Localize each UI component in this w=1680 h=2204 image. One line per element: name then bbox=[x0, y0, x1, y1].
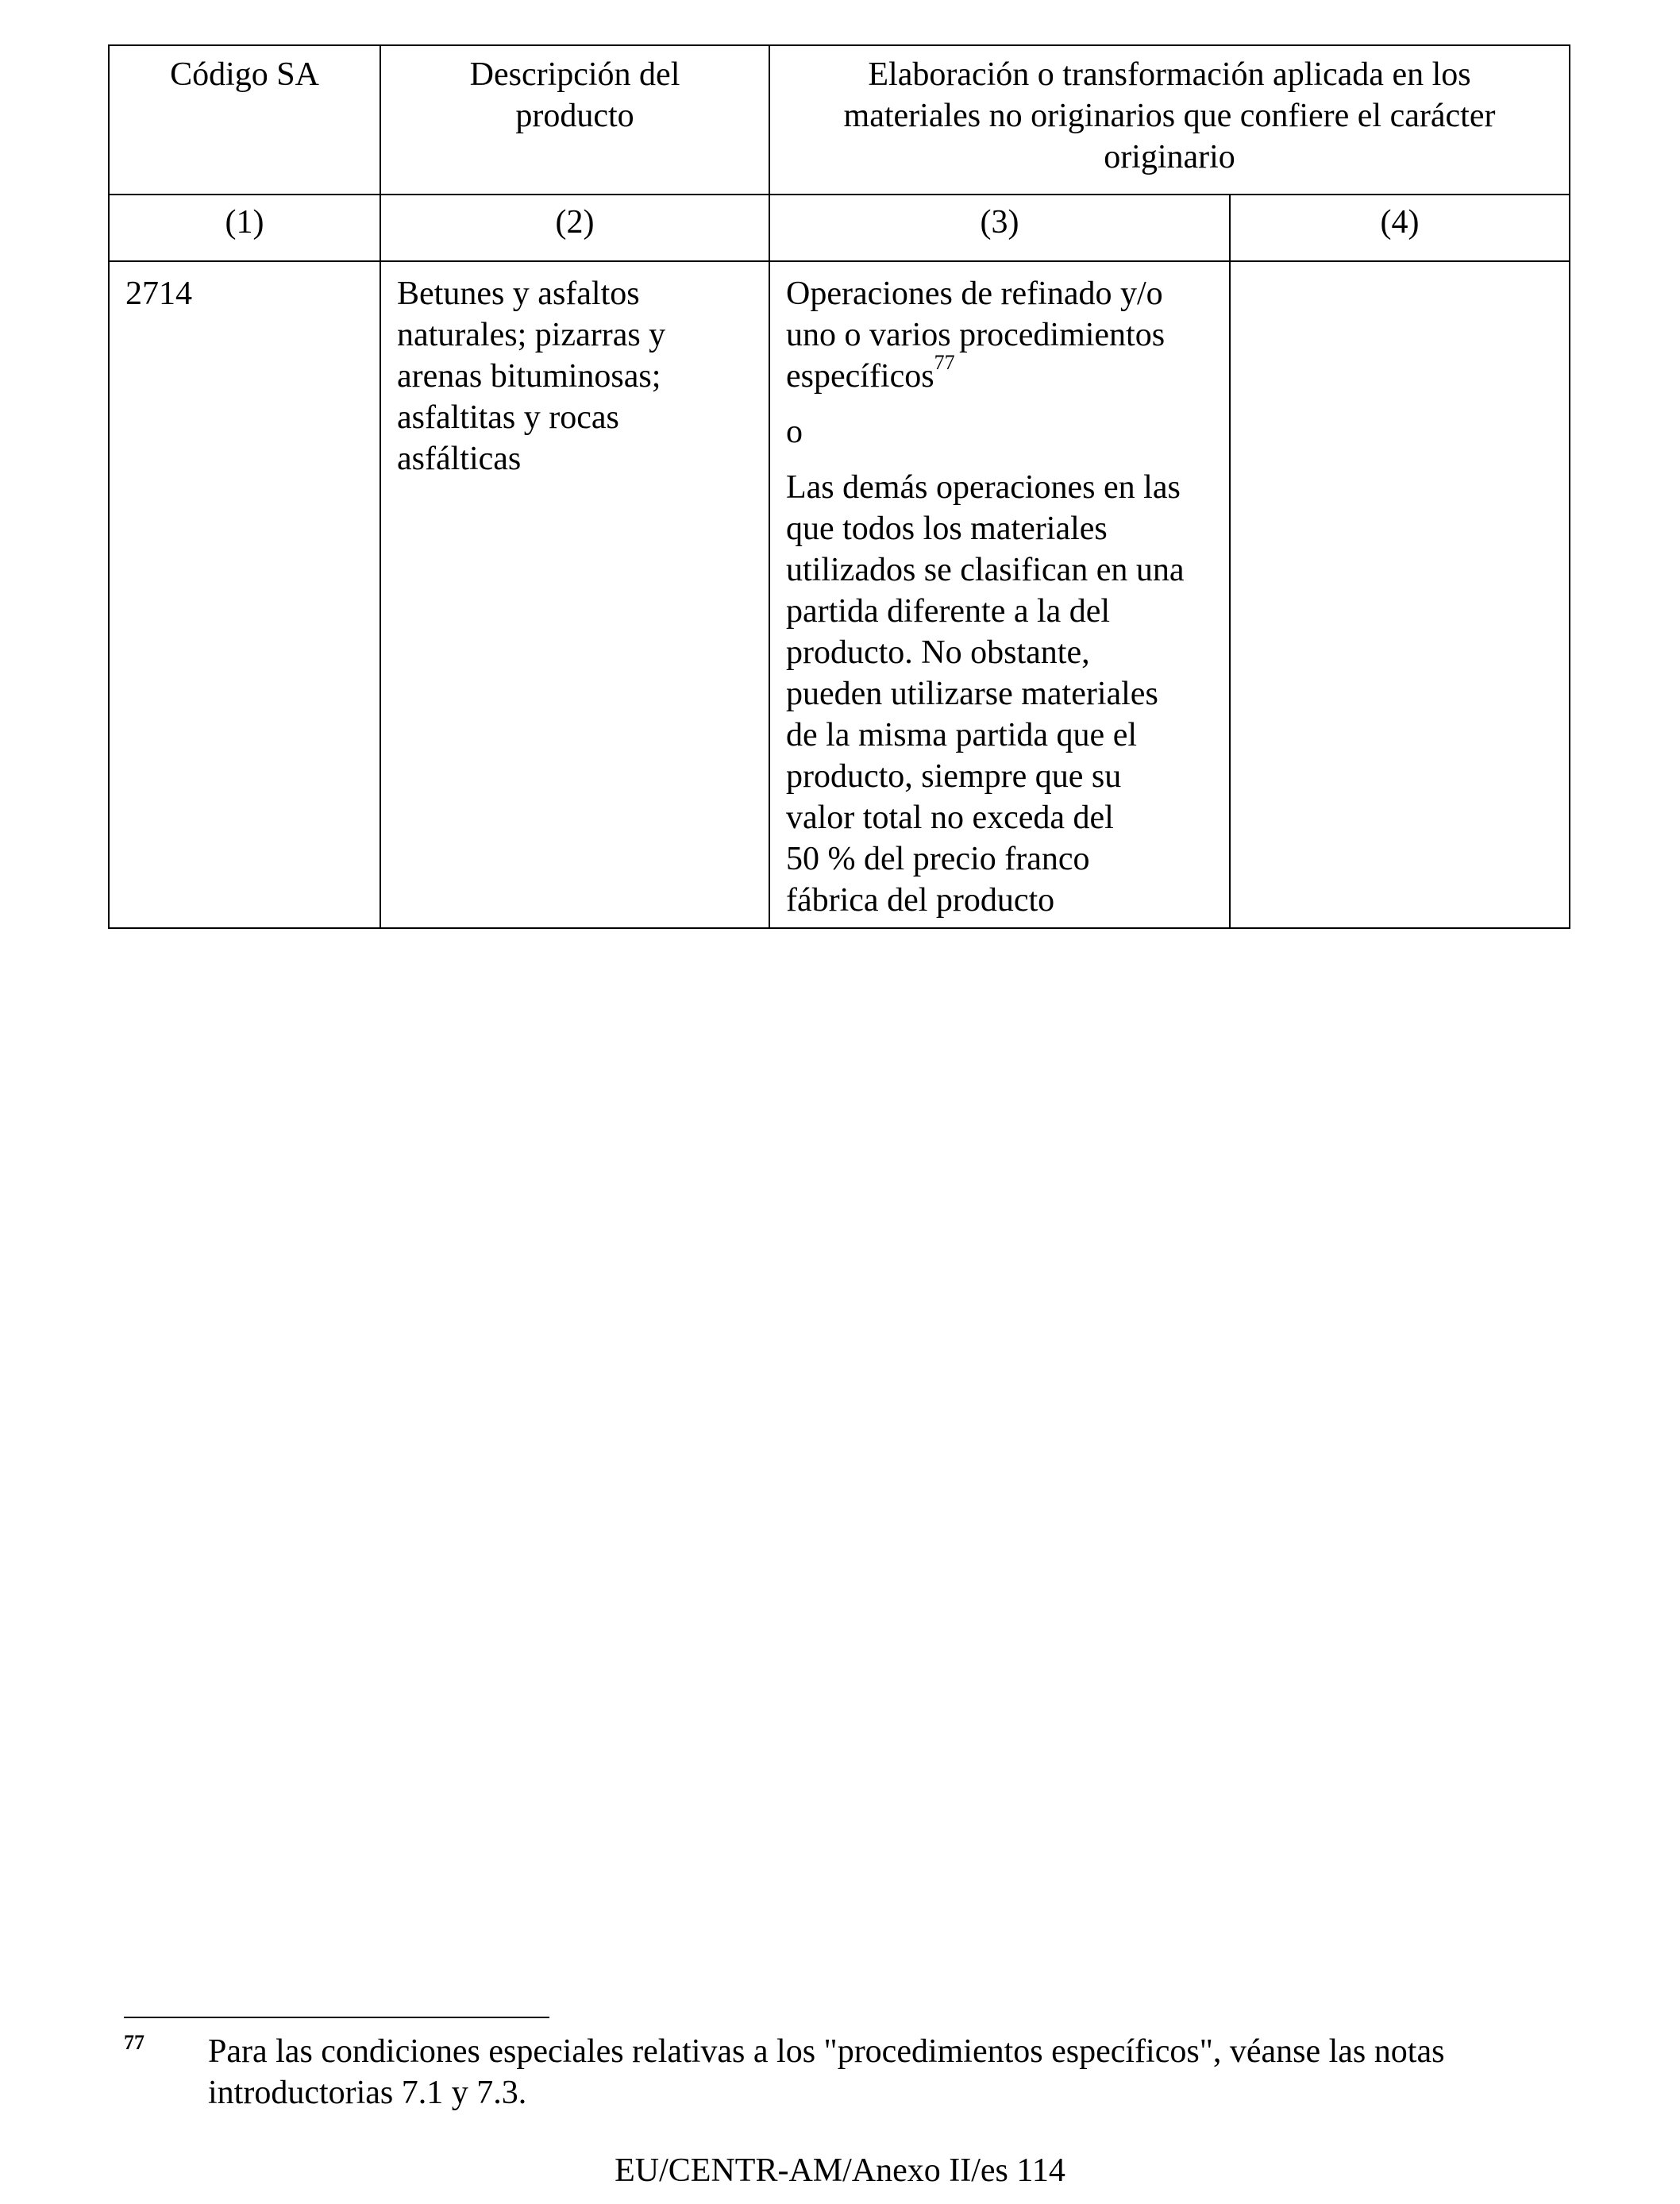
footnote-reference[interactable]: 77 bbox=[934, 351, 955, 374]
hs-code: 2714 bbox=[125, 276, 192, 312]
footnote-mark: 77 bbox=[124, 2031, 144, 2054]
table-row bbox=[109, 261, 1570, 928]
processing-rule-cell: Operaciones de refinado y/o uno o varios procedimientos específicos$^{77}$ o Las demás operaciones en las que todos los materiales utilizados se clasifican en una partida diferente a la del producto. No obstante, pueden utilizarse materiales de la misma partida que el producto, siempre que su valor total no exceda del 50 % del precio franco fábrica del producto bbox=[769, 261, 1230, 928]
hs-code-cell bbox=[109, 261, 380, 928]
column-number-3: (3) bbox=[769, 195, 1230, 261]
rules-table bbox=[108, 44, 1570, 929]
alternative-rule-cell bbox=[1230, 261, 1570, 928]
footnote-separator bbox=[124, 2017, 549, 2018]
header-processing: Elaboración o transformación aplicada en los materiales no originarios que confiere el carácter originario bbox=[769, 45, 1570, 195]
footnote-text: Para las condiciones especiales relativas a los "procedimientos específicos", véanse las notas introductorias 7.1 y 7.3. bbox=[208, 2033, 1445, 2111]
page-footer: EU/CENTR-AM/Anexo II/es 114 bbox=[615, 2152, 1065, 2189]
column-number-4: (4) bbox=[1230, 195, 1570, 261]
column-number-1: (1) bbox=[109, 195, 380, 261]
description-cell: Betunes y asfaltos naturales; pizarras y arenas bituminosas; asfaltitas y rocas asfálticas bbox=[380, 261, 769, 928]
header-description: Descripción del producto bbox=[380, 45, 769, 195]
header-hs-code-label: Código SA bbox=[170, 56, 319, 93]
table-header-row bbox=[109, 45, 1570, 195]
header-hs-code bbox=[109, 45, 380, 195]
column-number-row bbox=[109, 195, 1570, 261]
rule-or-separator: o bbox=[786, 414, 803, 450]
column-number-2: (2) bbox=[380, 195, 769, 261]
